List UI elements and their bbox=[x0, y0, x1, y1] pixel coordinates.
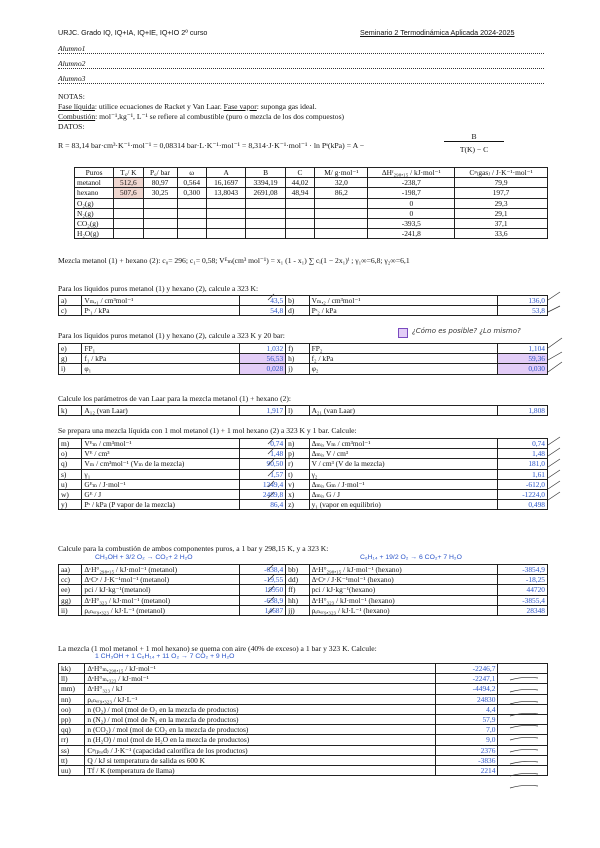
check-mark-icon bbox=[510, 773, 538, 776]
answer-field[interactable]: 1,032 bbox=[240, 344, 286, 354]
col-header: M/ g·mol⁻¹ bbox=[315, 168, 368, 178]
check-mark-icon bbox=[268, 597, 274, 603]
section-3-title: Calcule los parámetros de van Laar para la mezcla metanol (1) + hexano (2): bbox=[58, 394, 292, 403]
course-header: URJC. Grado IQ, IQ+IA, IQ+IE, IQ+IO 2º curso bbox=[58, 28, 208, 37]
antoine-num: B bbox=[444, 132, 504, 142]
check-mark-icon bbox=[510, 713, 538, 716]
answer-field[interactable]: 2376 bbox=[436, 745, 498, 755]
table-cell: Δₘᵢₓ Gₘ / J·mol⁻¹ bbox=[309, 479, 497, 489]
answer-field[interactable]: 9,0 bbox=[436, 735, 498, 745]
table-cell: f₂ / kPa bbox=[309, 354, 497, 364]
table-cell: y₁ (vapor en equilibrio) bbox=[309, 500, 497, 510]
mixture-combustion-eq: 1 CH₃OH + 1 C₆H₁₄ + 11 O₂ → 7 CO₂ + 9 H₂O bbox=[95, 653, 235, 660]
table-cell: FP₁ bbox=[82, 344, 240, 354]
table-cell: y) bbox=[59, 500, 82, 510]
table-cell: V / cm³ (V de la mezcla) bbox=[309, 459, 497, 469]
answer-field[interactable]: -3855,4 bbox=[498, 595, 548, 605]
table-cell: m) bbox=[59, 439, 82, 449]
table-cell: ρₑₙₑᵣ₉,₃₂₃ / kJ·L⁻¹ bbox=[85, 694, 436, 704]
answer-field[interactable]: -638,4 bbox=[240, 565, 286, 575]
check-mark-icon bbox=[268, 294, 274, 300]
answer-field[interactable]: 53,8 bbox=[498, 306, 548, 316]
table-cell: 33,6 bbox=[455, 229, 548, 239]
table-cell: Cᵖ₍ₚᵣₒd₎ / J·K⁻¹ (capacidad calorífica de los productos) bbox=[85, 745, 436, 755]
seminar-header: Seminario 2 Termodinámica Aplicada 2024-2025 bbox=[360, 28, 515, 37]
check-mark-icon bbox=[268, 438, 274, 444]
table-cell: pp) bbox=[59, 714, 85, 724]
table-cell: 0,300 bbox=[177, 188, 206, 198]
col-header: ΔHᶠ₂₉₈,₁₅ / kJ·mol⁻¹ bbox=[368, 168, 455, 178]
table-cell: w) bbox=[59, 489, 82, 499]
table-cell: f) bbox=[286, 344, 309, 354]
table-cell: ρₑₙₑᵣ₉,₃₂₃ / kJ·L⁻¹ (hexano) bbox=[309, 605, 497, 615]
table-cell: l) bbox=[286, 406, 309, 416]
check-mark-icon bbox=[548, 492, 560, 500]
check-mark-icon bbox=[548, 437, 560, 445]
table-cell: Pˢ / kPa (P vapor de la mezcla) bbox=[82, 500, 240, 510]
table-cell: i) bbox=[59, 364, 82, 374]
table-cell: ee) bbox=[59, 585, 82, 595]
table-cell: Δₘᵢₓ Vₘ / cm³mol⁻¹ bbox=[309, 439, 497, 449]
hexane-combustion-eq: C₆H₁₄ + 19/2 O₂ → 6 CO₂+ 7 H₂O bbox=[360, 554, 462, 561]
table-cell: d) bbox=[286, 306, 309, 316]
table-cell: ΔᶜH°₃₂₃ / kJ bbox=[85, 684, 436, 694]
table-cell: 13,8043 bbox=[206, 188, 245, 198]
answer-field[interactable]: 44720 bbox=[498, 585, 548, 595]
answer-field[interactable]: 0,498 bbox=[498, 500, 548, 510]
mixture-note: Mezcla metanol (1) + hexano (2): c₀= 296; c₁= 0,58; Vᴱₘ(cm³ mol⁻¹) = x₁ (1 - x₁) ∑ cᵢ(1 − 2x₁)ⁱ ; γ₁∞=6,8; γ₂∞=6,1 bbox=[58, 256, 410, 265]
table-cell: 29,3 bbox=[455, 198, 548, 208]
table-cell: v) bbox=[286, 479, 309, 489]
table-cell: cc) bbox=[59, 575, 82, 585]
alumno-line-2[interactable]: Alumno2 bbox=[58, 59, 544, 69]
answer-field[interactable]: 24830 bbox=[436, 694, 498, 704]
table-cell: 0,564 bbox=[177, 178, 206, 188]
table-cell: n (N₂) / mol (mol de N₂ en la mezcla de productos) bbox=[85, 714, 436, 724]
check-mark-icon bbox=[548, 362, 562, 372]
table-cell: a) bbox=[59, 296, 82, 306]
table-cell: H₂O(g) bbox=[75, 229, 114, 239]
table-cell: γ₁ bbox=[82, 469, 240, 479]
table-cell: ΔᶜH°ₘ,₂₉₈,₁₅ / kJ·mol⁻¹ bbox=[85, 664, 436, 674]
table-cell: FP₂ bbox=[309, 344, 497, 354]
section-1-title: Para los líquidos puros metanol (1) y hexano (2), calcule a 323 K: bbox=[58, 284, 259, 293]
table-cell: ΔᶜH°₃₂₃ / kJ·mol⁻¹ (metanol) bbox=[82, 595, 240, 605]
gas-constant-eq: R = 83,14 bar·cm³·K⁻¹·mol⁻¹ = 0,08314 bar·L·K⁻¹·mol⁻¹ = 8,314·J·K⁻¹·mol⁻¹ · ln Pˢ(kPa) = A − bbox=[58, 141, 365, 150]
table-cell: aa) bbox=[59, 565, 82, 575]
table-cell: n (O₂) / mol (mol de O₂ en la mezcla de productos) bbox=[85, 704, 436, 714]
check-mark-icon bbox=[268, 481, 274, 487]
check-mark-icon bbox=[548, 448, 560, 456]
datos-title: DATOS: bbox=[58, 122, 85, 131]
col-header: T꜀/ K bbox=[114, 168, 143, 178]
table-cell: uu) bbox=[59, 765, 85, 775]
table-cell: -238,7 bbox=[368, 178, 455, 188]
table-cell: Vᴱₘ / cm³mol⁻¹ bbox=[82, 439, 240, 449]
table-cell: g) bbox=[59, 354, 82, 364]
answer-field[interactable]: 2214 bbox=[436, 765, 498, 775]
answer-field[interactable]: 14687 bbox=[240, 605, 286, 615]
answer-field[interactable]: 1,61 bbox=[498, 469, 548, 479]
table-cell: 16,1697 bbox=[206, 178, 245, 188]
table-cell: j) bbox=[286, 364, 309, 374]
table-cell: tt) bbox=[59, 755, 85, 765]
section-2-title: Para los líquidos puros metanol (1) y hexano (2), calcule a 323 K y 20 bar: bbox=[58, 331, 285, 340]
table-cell: Tf / K (temperatura de llama) bbox=[85, 765, 436, 775]
table-cell: ff) bbox=[286, 585, 309, 595]
alumno-line-3[interactable]: Alumno3 bbox=[58, 74, 544, 84]
table-cell: Gᴱ / J bbox=[82, 489, 240, 499]
section-5-title: Calcule para la combustión de ambos componentes puros, a 1 bar y 298,15 K, y a 323 K: bbox=[58, 544, 329, 553]
table-cell: rr) bbox=[59, 735, 85, 745]
table-cell: o) bbox=[59, 449, 82, 459]
answer-field[interactable]: 4,4 bbox=[436, 704, 498, 714]
table-cell: Δₘᵢₓ G / J bbox=[309, 489, 497, 499]
check-mark-icon bbox=[510, 689, 538, 692]
table-cell: ss) bbox=[59, 745, 85, 755]
methanol-combustion-eq: CH₃OH + 3/2 O₂ → CO₂+ 2 H₂O bbox=[95, 554, 193, 561]
table-cell: 197,7 bbox=[455, 188, 548, 198]
answer-field[interactable]: 2489,8 bbox=[240, 489, 286, 499]
table-cell: Δₘᵢₓ V / cm³ bbox=[309, 449, 497, 459]
table-cell: c) bbox=[59, 306, 82, 316]
answer-field[interactable]: 19950 bbox=[240, 585, 286, 595]
table-cell: ll) bbox=[59, 674, 85, 684]
antoine-den: T(K) − C bbox=[459, 145, 489, 154]
col-header: A bbox=[206, 168, 245, 178]
table-cell: k) bbox=[59, 406, 82, 416]
table-cell: CO₂(g) bbox=[75, 218, 114, 228]
answer-field[interactable]: -4494,2 bbox=[436, 684, 498, 694]
table-cell: pci / kJ·kg⁻¹(hexano) bbox=[309, 585, 497, 595]
table-cell: 37,1 bbox=[455, 218, 548, 228]
table-cell: N₂(g) bbox=[75, 208, 114, 218]
table-cell: Q / kJ si temperatura de salida es 600 K bbox=[85, 755, 436, 765]
table-cell: ΔᶜH°₂₉₈,₁₅ / kJ·mol⁻¹ (metanol) bbox=[82, 565, 240, 575]
table-cell: 29,1 bbox=[455, 208, 548, 218]
check-mark-icon bbox=[548, 470, 560, 478]
table-cell: Vₘ,₁ / cm³mol⁻¹ bbox=[82, 296, 240, 306]
table-cell: 507,6 bbox=[114, 188, 143, 198]
table-cell: b) bbox=[286, 296, 309, 306]
answer-field[interactable]: 1,57 bbox=[240, 469, 286, 479]
table-cell: ΔᶜH°ₘ,₃₂₃ / kJ·mol⁻¹ bbox=[85, 674, 436, 684]
table-cell: kk) bbox=[59, 664, 85, 674]
col-header: Cᵖ₍gas₎ / J·K⁻¹·mol⁻¹ bbox=[455, 168, 548, 178]
col-header: Puros bbox=[75, 168, 114, 178]
answer-field[interactable]: 43,5 bbox=[240, 296, 286, 306]
answer-field[interactable]: 0,74 bbox=[240, 439, 286, 449]
answer-field[interactable]: 1,917 bbox=[240, 406, 286, 416]
table-cell: mm) bbox=[59, 684, 85, 694]
table-cell: -393,5 bbox=[368, 218, 455, 228]
table-cell: qq) bbox=[59, 725, 85, 735]
table-cell: φ₂ bbox=[309, 364, 497, 374]
table-cell: 79,9 bbox=[455, 178, 548, 188]
check-mark-icon bbox=[548, 481, 560, 489]
notas-combustion: Combustión: mol⁻¹,kg⁻¹, L⁻¹ se refiere al combustible (puro o mezcla de los dos compuestos) bbox=[58, 112, 345, 121]
table-cell: dd) bbox=[286, 575, 309, 585]
check-mark-icon bbox=[268, 470, 274, 476]
table-cell: Vₘ,₂ / cm³mol⁻¹ bbox=[309, 296, 497, 306]
answer-field[interactable]: -18,25 bbox=[498, 575, 548, 585]
answer-field[interactable]: -2246,7 bbox=[436, 664, 498, 674]
col-header: B bbox=[246, 168, 285, 178]
table-cell: ρₑₙₑᵣ₉,₃₂₃ / kJ·L⁻¹ (metanol) bbox=[82, 605, 240, 615]
table-cell: x) bbox=[286, 489, 309, 499]
table-cell: t) bbox=[286, 469, 309, 479]
answer-field[interactable]: -2247,1 bbox=[436, 674, 498, 684]
notas-fase: Fase líquida: utilice ecuaciones de Racket y Van Laar. Fase vapor: suponga gas ideal. bbox=[58, 102, 317, 111]
table-cell: ii) bbox=[59, 605, 82, 615]
answer-field[interactable]: -612,0 bbox=[498, 479, 548, 489]
check-mark-icon bbox=[510, 749, 538, 752]
check-mark-icon bbox=[548, 459, 560, 467]
table-cell: A₁₂ (van Laar) bbox=[82, 406, 240, 416]
alumno-line-1[interactable]: Alumno1 bbox=[58, 44, 544, 54]
check-mark-icon bbox=[268, 586, 274, 592]
col-header: ω bbox=[177, 168, 206, 178]
table-cell: A₂₁ (van Laar) bbox=[309, 406, 497, 416]
table-cell: p) bbox=[286, 449, 309, 459]
answer-field[interactable]: -3854,9 bbox=[498, 565, 548, 575]
answer-field[interactable]: -638,9 bbox=[240, 595, 286, 605]
table-cell: ΔᶜH°₂₉₈,₁₅ / kJ·mol⁻¹ (hexano) bbox=[309, 565, 497, 575]
table-cell: Vᴱ / cm³ bbox=[82, 449, 240, 459]
table-cell: z) bbox=[286, 500, 309, 510]
table-cell: e) bbox=[59, 344, 82, 354]
table-cell: s) bbox=[59, 469, 82, 479]
check-mark-icon bbox=[510, 725, 538, 728]
answer-field[interactable]: -3836 bbox=[436, 755, 498, 765]
table-cell: Pˢ₁ / kPa bbox=[82, 306, 240, 316]
table-cell: ΔᶜH°₃₂₃ / kJ·mol⁻¹ (hexano) bbox=[309, 595, 497, 605]
answer-field[interactable]: -19,55 bbox=[240, 575, 286, 585]
table-cell: bb) bbox=[286, 565, 309, 575]
answer-field[interactable]: 0,028 bbox=[240, 364, 286, 374]
answer-field[interactable]: 1,48 bbox=[240, 449, 286, 459]
table-cell: φ₁ bbox=[82, 364, 240, 374]
check-mark-icon bbox=[268, 448, 274, 454]
col-header: C bbox=[285, 168, 314, 178]
table-cell: 48,94 bbox=[285, 188, 314, 198]
col-header: P꜀/ bar bbox=[143, 168, 177, 178]
answer-field[interactable]: 1249,4 bbox=[240, 479, 286, 489]
table-cell: -241,8 bbox=[368, 229, 455, 239]
table-cell: O₂(g) bbox=[75, 198, 114, 208]
table-cell: 0 bbox=[368, 198, 455, 208]
table-cell: n) bbox=[286, 439, 309, 449]
answer-field[interactable]: 0,030 bbox=[498, 364, 548, 374]
check-mark-icon bbox=[510, 761, 538, 764]
section-4-title: Se prepara una mezcla líquida con 1 mol metanol (1) + 1 mol hexano (2) a 323 K y 1 bar. Calcule: bbox=[58, 426, 357, 435]
table-cell: Pˢ₂ / kPa bbox=[309, 306, 497, 316]
table-cell: pci / kJ·kg⁻¹(metanol) bbox=[82, 585, 240, 595]
answer-field[interactable]: 57,9 bbox=[436, 714, 498, 724]
table-cell: f₁ / kPa bbox=[82, 354, 240, 364]
answer-field[interactable]: -1224,0 bbox=[498, 489, 548, 499]
table-cell: ΔᶜCᵖ / J·K⁻¹mol⁻¹ (metanol) bbox=[82, 575, 240, 585]
answer-field[interactable]: 7,0 bbox=[436, 725, 498, 735]
check-mark-icon bbox=[268, 575, 274, 581]
table-cell: u) bbox=[59, 479, 82, 489]
table-cell: 80,97 bbox=[143, 178, 177, 188]
table-cell: gg) bbox=[59, 595, 82, 605]
table-cell: metanol bbox=[75, 178, 114, 188]
answer-field[interactable]: 86,4 bbox=[240, 500, 286, 510]
table-cell: hexano bbox=[75, 188, 114, 198]
answer-field[interactable]: 1,808 bbox=[498, 406, 548, 416]
table-cell: n (H₂O) / mol (mol de H₂O en la mezcla de productos) bbox=[85, 735, 436, 745]
check-mark-icon bbox=[268, 492, 274, 498]
table-cell: n (CO₂) / mol (mol de CO₂ en la mezcla de productos) bbox=[85, 725, 436, 735]
check-mark-icon bbox=[268, 564, 274, 570]
table-cell: Vₘ / cm³mol⁻¹ (Vₘ de la mezcla) bbox=[82, 459, 240, 469]
table-cell: γ₂ bbox=[309, 469, 497, 479]
check-mark-icon bbox=[510, 737, 538, 740]
answer-field[interactable]: 56,53 bbox=[240, 354, 286, 364]
answer-field[interactable]: 1,48 bbox=[498, 449, 548, 459]
table-cell: r) bbox=[286, 459, 309, 469]
table-cell: 44,02 bbox=[285, 178, 314, 188]
handwritten-note: ¿Cómo es posible? ¿Lo mismo? bbox=[412, 327, 521, 335]
answer-field[interactable]: 54,8 bbox=[240, 306, 286, 316]
table-cell: hh) bbox=[286, 595, 309, 605]
notas-title: NOTAS: bbox=[58, 92, 85, 101]
answer-field[interactable]: 90,50 bbox=[240, 459, 286, 469]
table-cell: -198,7 bbox=[368, 188, 455, 198]
check-mark-icon bbox=[268, 608, 274, 614]
check-mark-icon bbox=[548, 292, 560, 300]
check-mark-icon bbox=[268, 459, 274, 465]
section-6-title: La mezcla (1 mol metanol + 1 mol hexano) se quema con aire (40% de exceso) a 1 bar y 323 K. Calcule: bbox=[58, 644, 377, 653]
answer-field[interactable]: 59,36 bbox=[498, 354, 548, 364]
table-cell: 2691,08 bbox=[246, 188, 285, 198]
table-cell: h) bbox=[286, 354, 309, 364]
table-cell: jj) bbox=[286, 605, 309, 615]
table-cell: oo) bbox=[59, 704, 85, 714]
check-mark-icon bbox=[510, 701, 538, 704]
table-cell: nn) bbox=[59, 694, 85, 704]
check-mark-icon bbox=[510, 677, 538, 680]
check-mark-icon bbox=[510, 785, 538, 788]
table-cell: 32,0 bbox=[315, 178, 368, 188]
answer-field[interactable]: 28348 bbox=[498, 605, 548, 615]
table-cell: ΔᶜCᵖ / J·K⁻¹mol⁻¹ (hexano) bbox=[309, 575, 497, 585]
answer-field[interactable]: 0,74 bbox=[498, 439, 548, 449]
table-cell: 512,6 bbox=[114, 178, 143, 188]
table-cell: 3394,19 bbox=[246, 178, 285, 188]
table-cell: 86,2 bbox=[315, 188, 368, 198]
answer-field[interactable]: 181,0 bbox=[498, 459, 548, 469]
answer-field[interactable]: 1,104 bbox=[498, 344, 548, 354]
check-mark-icon bbox=[548, 352, 562, 360]
table-cell: 0 bbox=[368, 208, 455, 218]
table-cell: q) bbox=[59, 459, 82, 469]
check-mark-icon bbox=[548, 338, 562, 348]
table-cell: Gᴱₘ / J·mol⁻¹ bbox=[82, 479, 240, 489]
answer-field[interactable]: 136,0 bbox=[498, 296, 548, 306]
table-cell: 30,25 bbox=[143, 188, 177, 198]
check-mark-icon bbox=[548, 306, 560, 312]
